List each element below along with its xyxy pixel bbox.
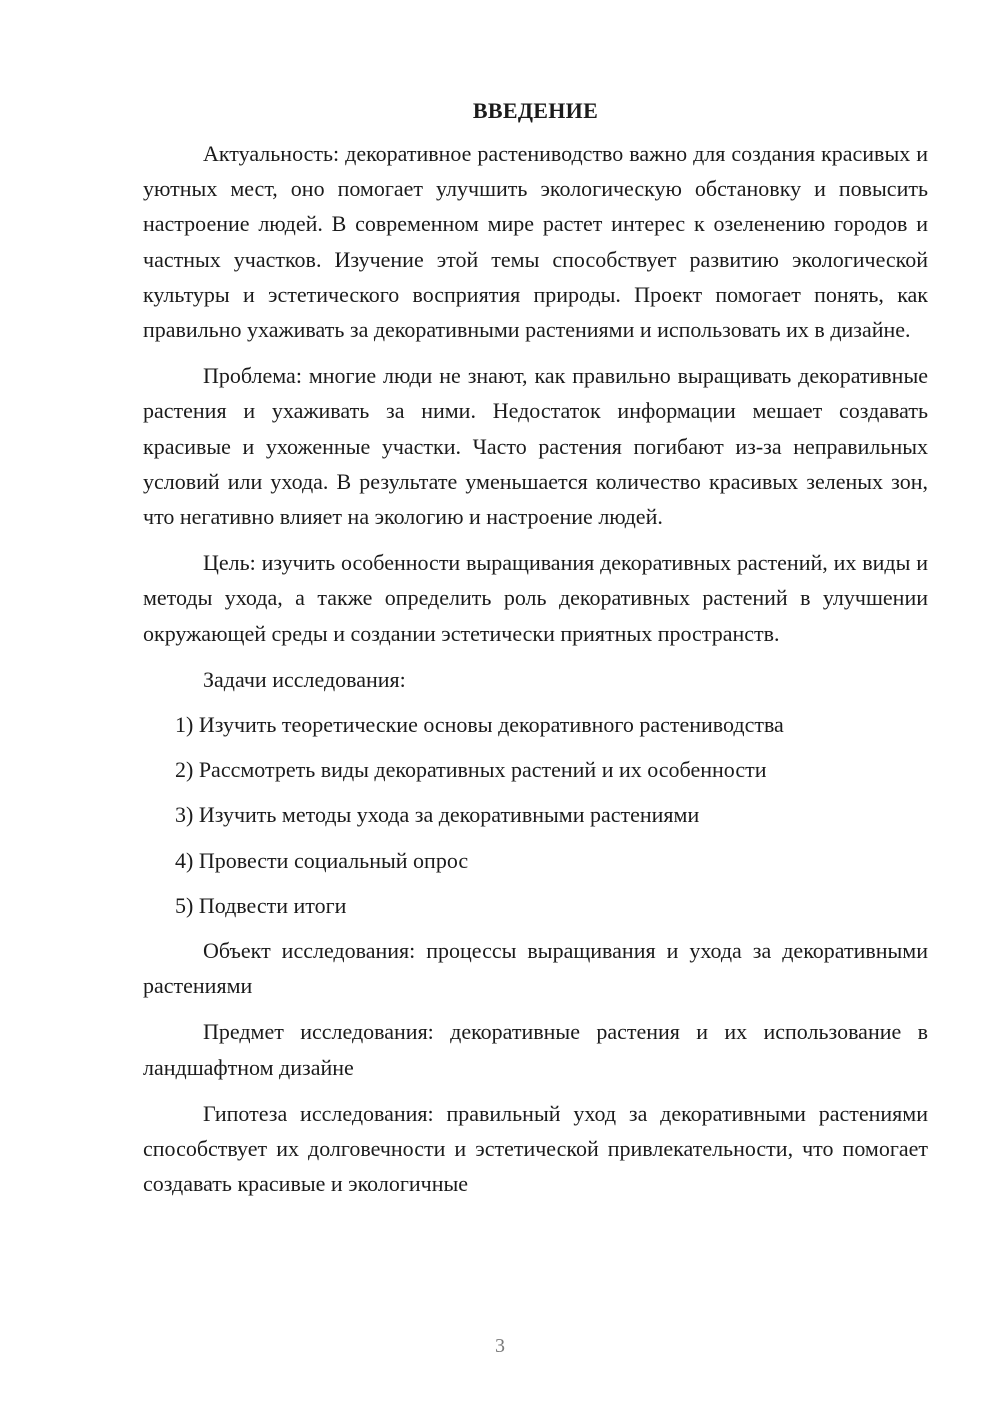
page-content: [143, 96, 928, 1212]
list-item: 4) Провести социальный опрос: [175, 847, 469, 873]
task-list: [143, 707, 928, 923]
list-item: 1) Изучить теоретические основы декоративного растениводства: [175, 712, 784, 738]
problem-paragraph: Проблема: многие люди не знают, как правильно выращивать декоративные растения и ухаживать за ними. Недостаток информации мешает создавать красивые и ухоженные участки. Часто растения погибают из-за неправильных условий или ухода. В результате уменьшается количество красивых зеленых зон, что негативно влияет на экологию и настроение людей.: [143, 363, 928, 530]
list-item: 2) Рассмотреть виды декоративных растений и их особенности: [175, 757, 767, 783]
object-paragraph: Объект исследования: процессы выращивания и ухода за декоративными растениями: [143, 938, 928, 999]
subject-paragraph: Предмет исследования: декоративные растения и их использование в ландшафтном дизайне: [143, 1019, 928, 1080]
page-title: ВВЕДЕНИЕ: [472, 98, 599, 123]
relevance-paragraph: Актуальность: декоративное растениводство важно для создания красивых и уютных мест, оно помогает улучшить экологическую обстановку и повысить настроение людей. В современном мире растет интерес к озеленению городов и частных участков. Изучение этой темы способствует развитию экологической культуры и эстетического восприятия природы. Проект помогает понять, как правильно ухаживать за декоративными растениями и использовать их в дизайне.: [143, 141, 928, 343]
hypothesis-paragraph: Гипотеза исследования: правильный уход за декоративными растениями способствует их долговечности и эстетической привлекательности, что помогает создавать красивые и экологичные: [143, 1100, 928, 1197]
tasks-label: Задачи исследования:: [203, 666, 406, 692]
list-item: 3) Изучить методы ухода за декоративными растениями: [175, 802, 700, 828]
goal-paragraph: Цель: изучить особенности выращивания декоративных растений, их виды и методы ухода, а также определить роль декоративных растений в улучшении окружающей среды и создании эстетически приятных пространств.: [143, 550, 928, 646]
list-item: 5) Подвести итоги: [175, 892, 347, 918]
page-number: 3: [495, 1335, 505, 1357]
